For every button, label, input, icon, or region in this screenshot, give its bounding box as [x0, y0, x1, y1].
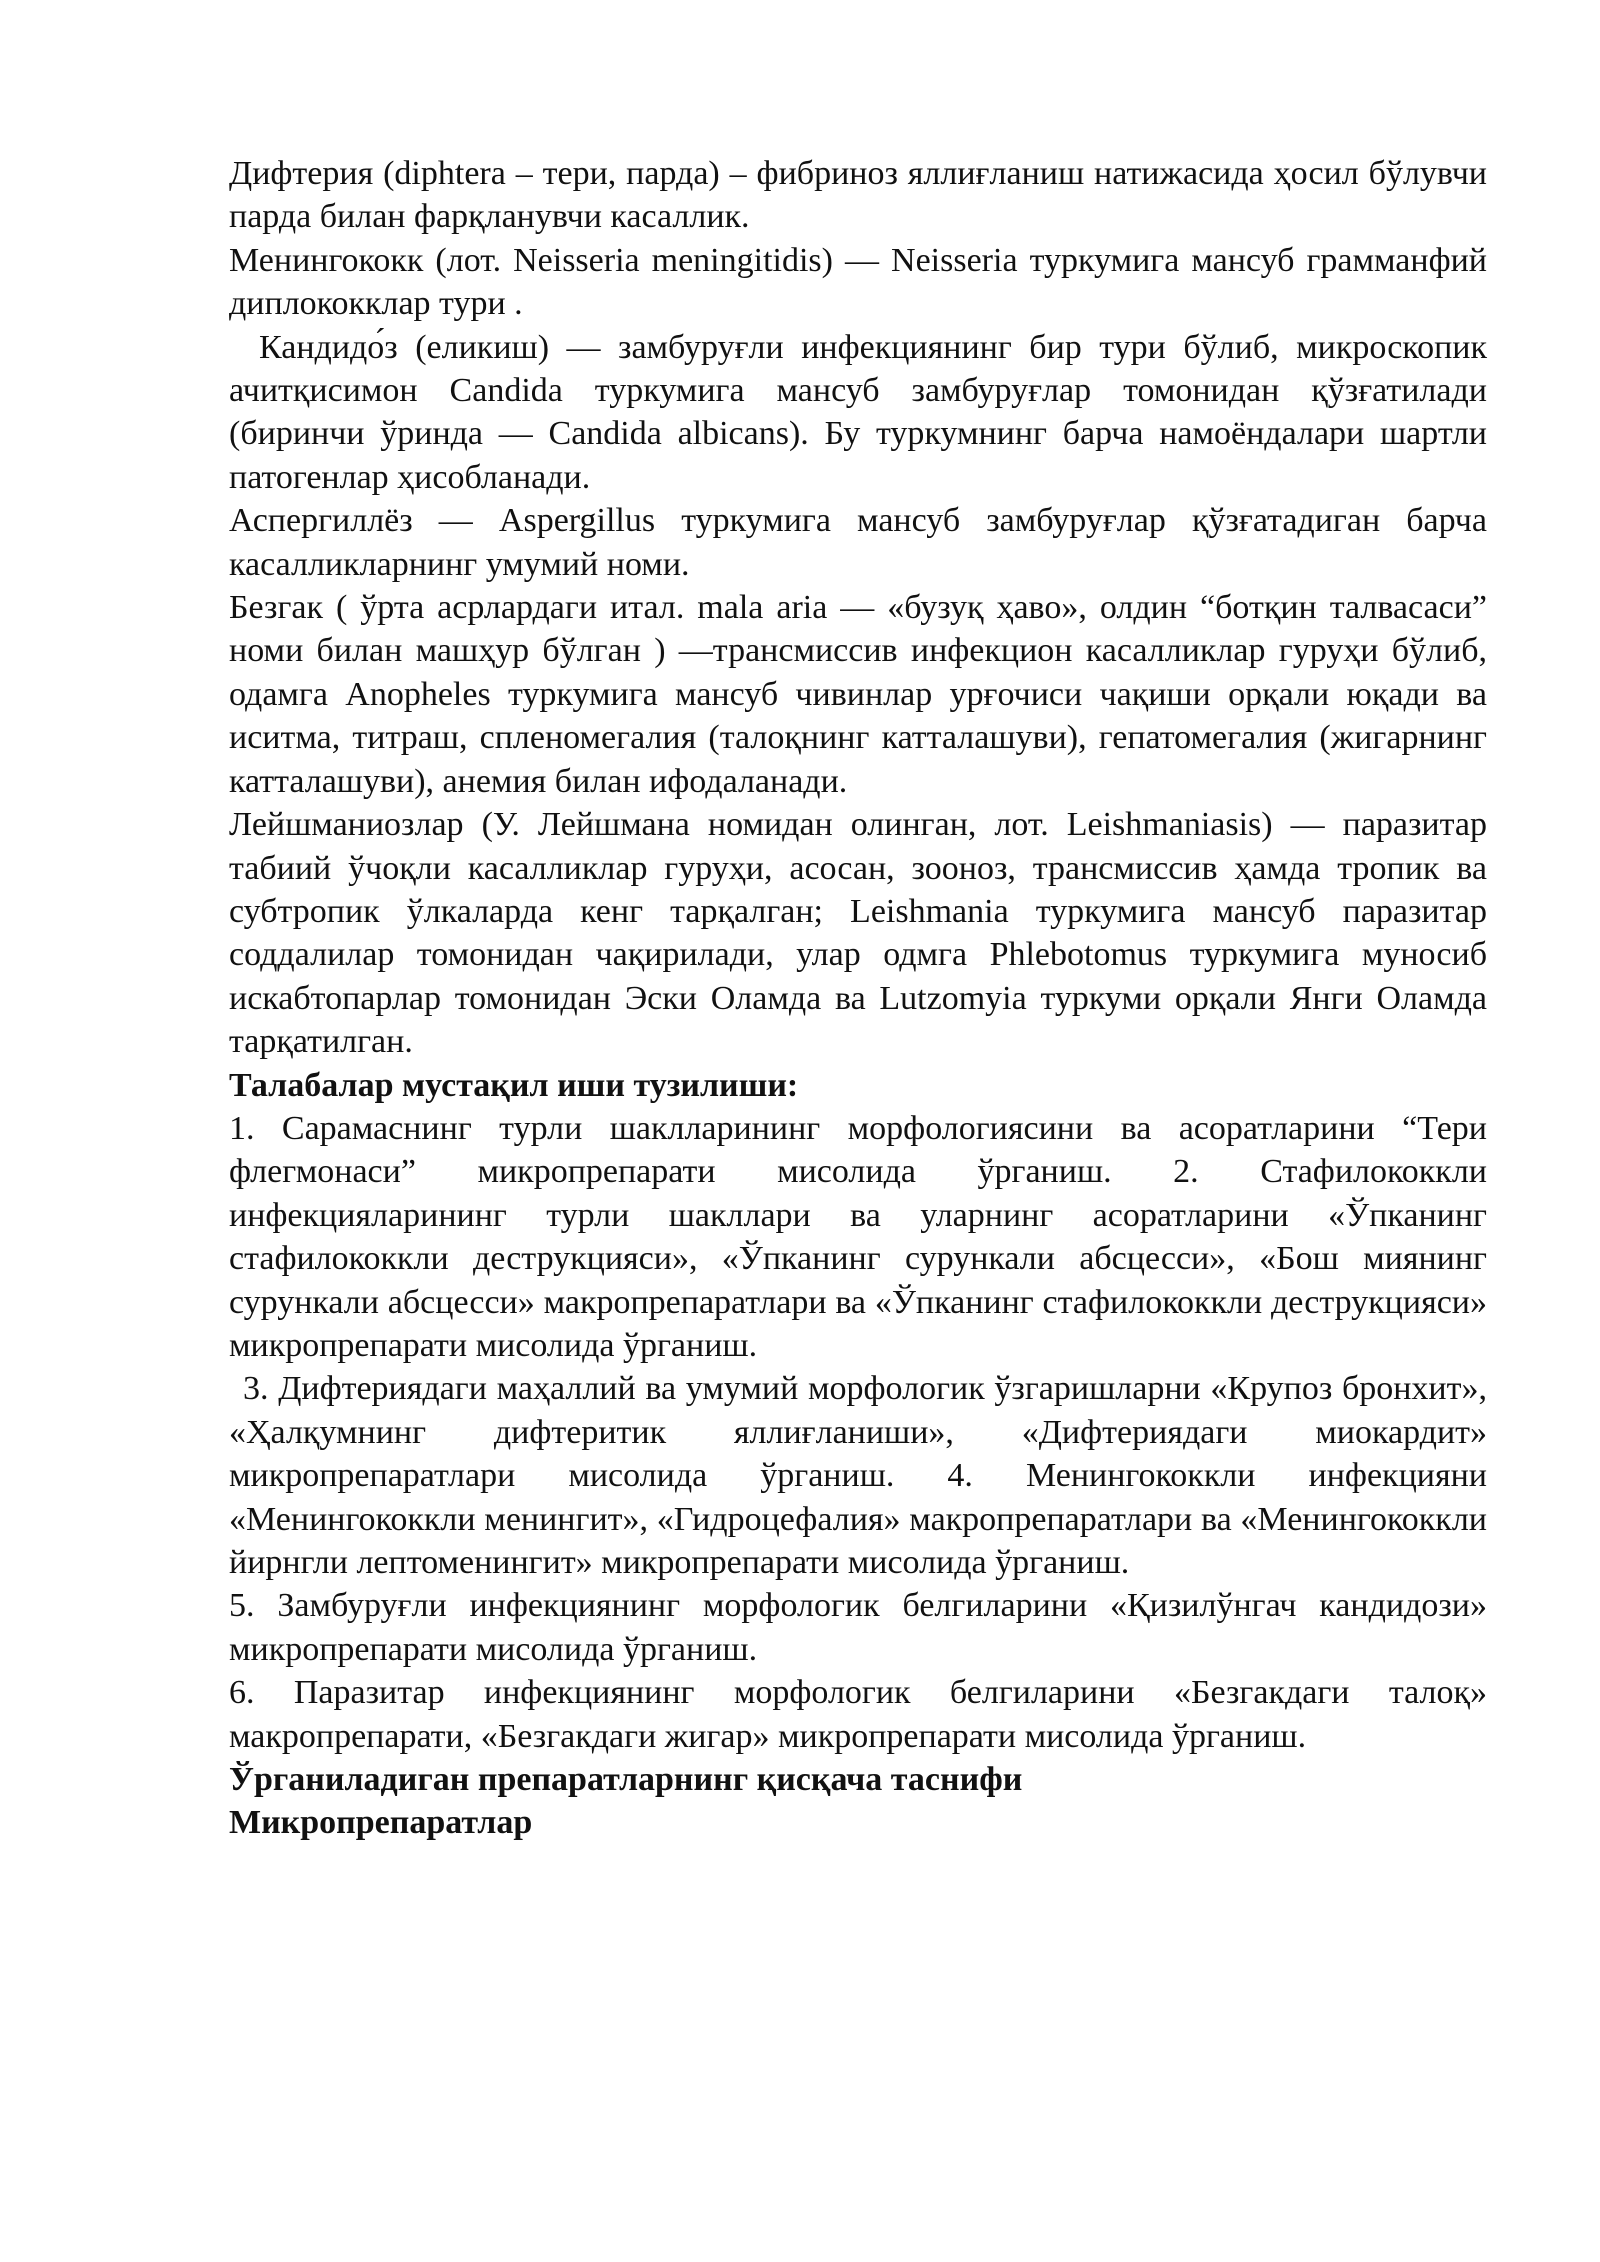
paragraph-candidiasis: Кандидо́з (еликиш) — замбуруғли инфекциянинг бир тури бўлиб, микроскопик ачитқисимон Candida туркумига мансуб замбуруғлар томонидан қўзғатилади (биринчи ўринда — Candida albicans). Бу туркумнинг барча намоёндалари шартли патогенлар ҳисобланади. [229, 328, 1487, 496]
task-item-3-4: 3. Дифтериядаги маҳаллий ва умумий морфологик ўзгаришларни «Крупоз бронхит», «Ҳалқумнинг дифтеритик яллиғланиши», «Дифтериядаги миокардит» микропрепаратлари мисолида ўрганиш. 4. Менингококкли инфекцияни «Менингококкли менингит», «Гидроцефалия» макропрепаратлари ва «Менингококкли йирнгли лептоменингит» микропрепарати мисолида ўрганиш. [229, 1370, 1487, 1581]
task-item-5: 5. Замбуруғли инфекциянинг морфологик белгиларини «Қизилўнгач кандидози» микропрепарати мисолида ўрганиш. [229, 1587, 1487, 1668]
paragraph-diphtheria: Дифтерия (diphtera – тери, парда) – фибриноз яллиғланиш натижасида ҳосил бўлувчи парда билан фарқланувчи касаллик. [229, 155, 1487, 236]
paragraph-meningococcus: Менингококк (лот. Neisseria meningitidis) — Neisseria туркумига мансуб грамманфий диплококклар тури . [229, 241, 1487, 323]
task-item-6: 6. Паразитар инфекциянинг морфологик белгиларини «Безгакдаги талоқ» макропрепарати, «Безгакдаги жигар» микропрепарати мисолида ўрганиш. [229, 1674, 1487, 1755]
heading-student-tasks: Талабалар мустақил иши тузилиши: [229, 1066, 799, 1104]
paragraph-aspergillosis: Аспергиллёз — Aspergillus туркумига мансуб замбуруғлар қўзғатадиган барча касалликларнинг умумий номи. [229, 502, 1487, 583]
paragraph-leishmaniasis: Лейшманиозлар (У. Лейшмана номидан олинган, лот. Leishmaniasis) — паразитар табиий ўчоқли касалликлар гуруҳи, асосан, зооноз, трансмиссив ҳамда тропик ва субтропик ўлкаларда кенг тарқалган; Leishmania туркумига мансуб паразитар соддалилар томонидан чақирилади, улар одмга Phlebotomus туркумига муносиб искабтопарлар томонидан Эски Оламда ва Lutzomyia туркуми орқали Янги Оламда тарқатилган. [229, 806, 1487, 1061]
task-item-1-2: 1. Сарамаснинг турли шаклларининг морфологиясини ва асоратларини “Тери флегмонаси” микропрепарати мисолида ўрганиш. 2. Стафилококкли инфекцияларининг турли шакллари ва уларнинг асоратларини «Ўпканинг стафилококкли деструкцияси», «Ўпканинг сурункали абсцесси», «Бош миянинг сурункали абсцесси» макропрепаратлари ва «Ўпканинг стафилококкли деструкцияси» микропрепарати мисолида ўрганиш. [229, 1109, 1487, 1364]
heading-preparations: Ўрганиладиган препаратларнинг қисқача таснифи [229, 1761, 1023, 1799]
heading-micropreparations: Микропрепаратлар [229, 1804, 533, 1842]
document-page [229, 152, 1487, 1845]
paragraph-malaria: Безгак ( ўрта асрлардаги итал. mala aria — «бузуқ ҳаво», олдин “ботқин талвасаси” номи билан машҳур бўлган ) —трансмиссив инфекцион касалликлар гуруҳи бўлиб, одамга Anopheles туркумига мансуб чивинлар урғочиси чақиши орқали юқади ва иситма, титраш, спленомегалия (талоқнинг катталашуви), гепатомегалия (жигарнинг катталашуви), анемия билан ифодаланади. [229, 589, 1487, 800]
